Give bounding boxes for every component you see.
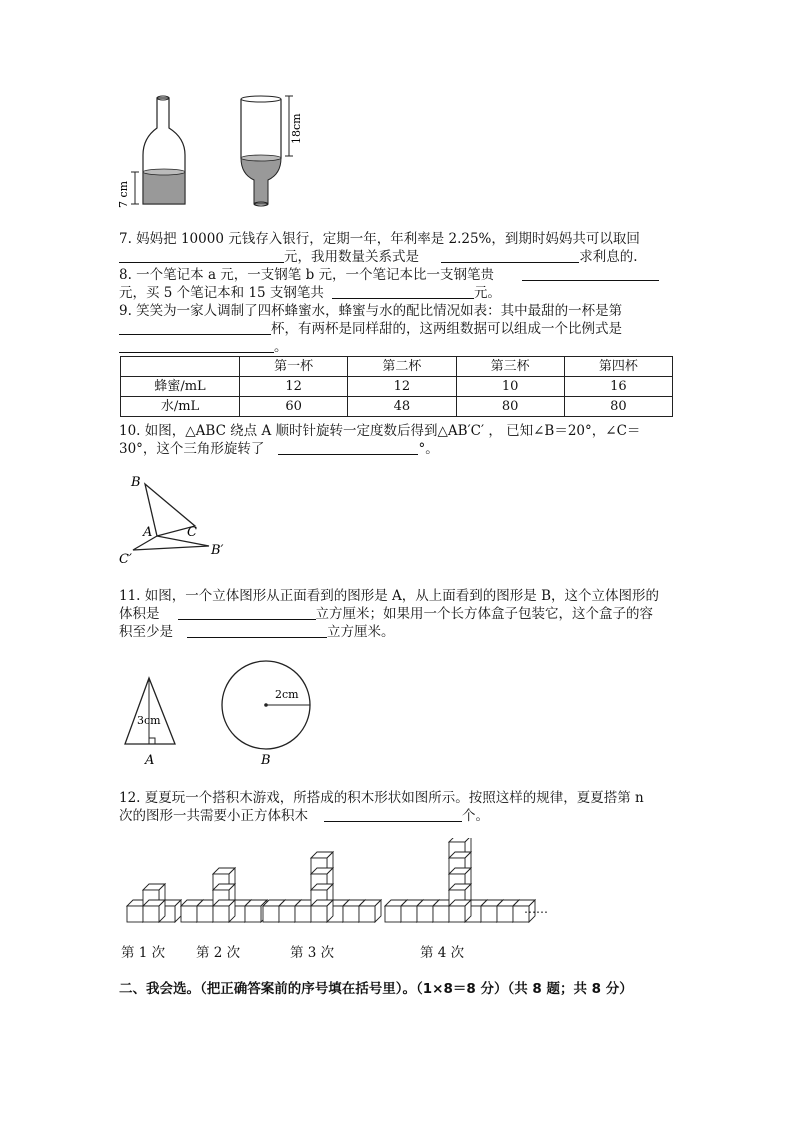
q10-line2 — [119, 440, 439, 458]
q7-line1: 7. 妈妈把 10000 元钱存入银行，定期一年，年利率是 2.25%，到期时妈妈共可以取回 — [119, 231, 640, 247]
table-cell: 12 — [348, 377, 456, 397]
q7-text-a: 元，我用数量关系式是 — [284, 249, 419, 265]
table-row-label: 蜂蜜/mL — [121, 377, 240, 397]
cube-block — [213, 900, 235, 922]
q11-line1: 11. 如图，一个立体图形从正面看到的图形是 A，从上面看到的图形是 B，这个立体图形的 — [119, 588, 660, 604]
q8-blank-1[interactable] — [522, 266, 659, 281]
q12-line1: 12. 夏夏玩一个搭积木游戏，所搭成的积木形状如图所示。按照这样的规律，夏夏搭第 n — [119, 790, 644, 806]
views-figure — [115, 660, 335, 772]
q7-line2 — [119, 248, 638, 266]
table-row — [121, 377, 673, 397]
q11-line3 — [119, 623, 395, 641]
blocks-figure — [115, 838, 565, 938]
rotation-figure — [115, 470, 235, 570]
q9-line1: 9. 笑笑为一家人调制了四杯蜂蜜水，蜂蜜与水的配比情况如表：其中最甜的一杯是第 — [119, 303, 623, 319]
table-cell: 80 — [564, 397, 672, 417]
q9-line3 — [119, 338, 288, 356]
blocks-ellipsis: …… — [524, 902, 548, 916]
q9-blank-2[interactable] — [119, 338, 274, 353]
label-C-prime: C′ — [119, 552, 132, 567]
circle-radius-label: 2cm — [275, 688, 299, 701]
q11-text-c: 积至少是 — [119, 624, 173, 640]
q9-text: 杯，有两杯是同样甜的，这两组数据可以组成一个比例式是 — [271, 321, 622, 337]
q8-line1 — [119, 266, 659, 284]
q11-text-b: 立方厘米；如果用一个长方体盒子包装它，这个盒子的容 — [315, 606, 653, 622]
block-caption: 第 4 次 — [420, 945, 465, 961]
table-cell: 80 — [456, 397, 564, 417]
q10-text-a: 30°，这个三角形旋转了 — [119, 441, 265, 457]
q8-text: 8. 一个笔记本 a 元，一支钢笔 b 元，一个笔记本比一支钢笔贵 — [119, 267, 495, 283]
right-height-label: 18cm — [290, 113, 303, 144]
q12-line2 — [119, 807, 489, 825]
cube-block — [143, 900, 165, 922]
q8-line2 — [119, 284, 501, 302]
table-header-cell: 第三杯 — [456, 357, 564, 377]
cube-block — [359, 900, 381, 922]
q11-blank-2[interactable] — [187, 623, 327, 638]
q11-line2 — [119, 605, 653, 623]
q8-blank-2[interactable] — [332, 284, 474, 299]
triangle-height-label: 3cm — [137, 714, 161, 727]
q7-formula-blank[interactable] — [441, 248, 579, 263]
q7-text-b: 求利息的. — [579, 249, 638, 265]
label-C: C — [187, 525, 197, 540]
table-cell: 12 — [240, 377, 348, 397]
table-header-row — [121, 357, 673, 377]
table-cell: 60 — [240, 397, 348, 417]
view-a-caption: A — [145, 753, 155, 768]
q12-blank[interactable] — [324, 807, 462, 822]
q11-blank-1[interactable] — [178, 605, 316, 620]
honey-water-table — [120, 356, 673, 417]
table-header-cell: 第四杯 — [564, 357, 672, 377]
q10-blank[interactable] — [278, 440, 418, 455]
section-2-title: 二、我会选。（把正确答案前的序号填在括号里）。（1×8＝8 分）（共 8 题；共 8 分） — [119, 981, 633, 997]
table-row — [121, 397, 673, 417]
q11-text-a: 体积是 — [119, 606, 160, 622]
q10-text-b: °。 — [418, 441, 439, 457]
cube-block — [449, 900, 471, 922]
table-cell: 10 — [456, 377, 564, 397]
q12-text-b: 个。 — [462, 808, 489, 824]
left-height-label: 7 cm — [117, 180, 130, 208]
bottles-figure — [115, 90, 315, 212]
block-caption: 第 3 次 — [290, 945, 335, 961]
q10-line1: 10. 如图，△ABC 绕点 A 顺时针旋转一定度数后得到△AB′C′ ， 已知∠B＝20°，∠C＝ — [119, 423, 641, 439]
q7-answer-blank[interactable] — [119, 248, 284, 263]
label-B-prime: B′ — [211, 543, 224, 558]
block-caption: 第 2 次 — [196, 945, 241, 961]
q8-text-b: 元。 — [473, 285, 501, 301]
table-cell: 48 — [348, 397, 456, 417]
table-row-label: 水/mL — [121, 397, 240, 417]
table-cell: 16 — [564, 377, 672, 397]
q9-end: 。 — [274, 339, 288, 355]
label-A: A — [143, 525, 153, 540]
cube-block — [311, 900, 333, 922]
table-header-cell: 第二杯 — [348, 357, 456, 377]
q12-text-a: 次的图形一共需要小正方体积木 — [119, 808, 308, 824]
q8-text-a: 元，买 5 个笔记本和 15 支钢笔共 — [119, 285, 324, 301]
q11-text-d: 立方厘米。 — [327, 624, 395, 640]
table-header-cell — [121, 357, 240, 377]
view-b-caption: B — [261, 753, 271, 768]
q9-blank-1[interactable] — [119, 320, 271, 335]
label-B: B — [131, 475, 141, 490]
table-header-cell: 第一杯 — [240, 357, 348, 377]
block-caption: 第 1 次 — [121, 945, 166, 961]
q9-line2 — [119, 320, 622, 338]
